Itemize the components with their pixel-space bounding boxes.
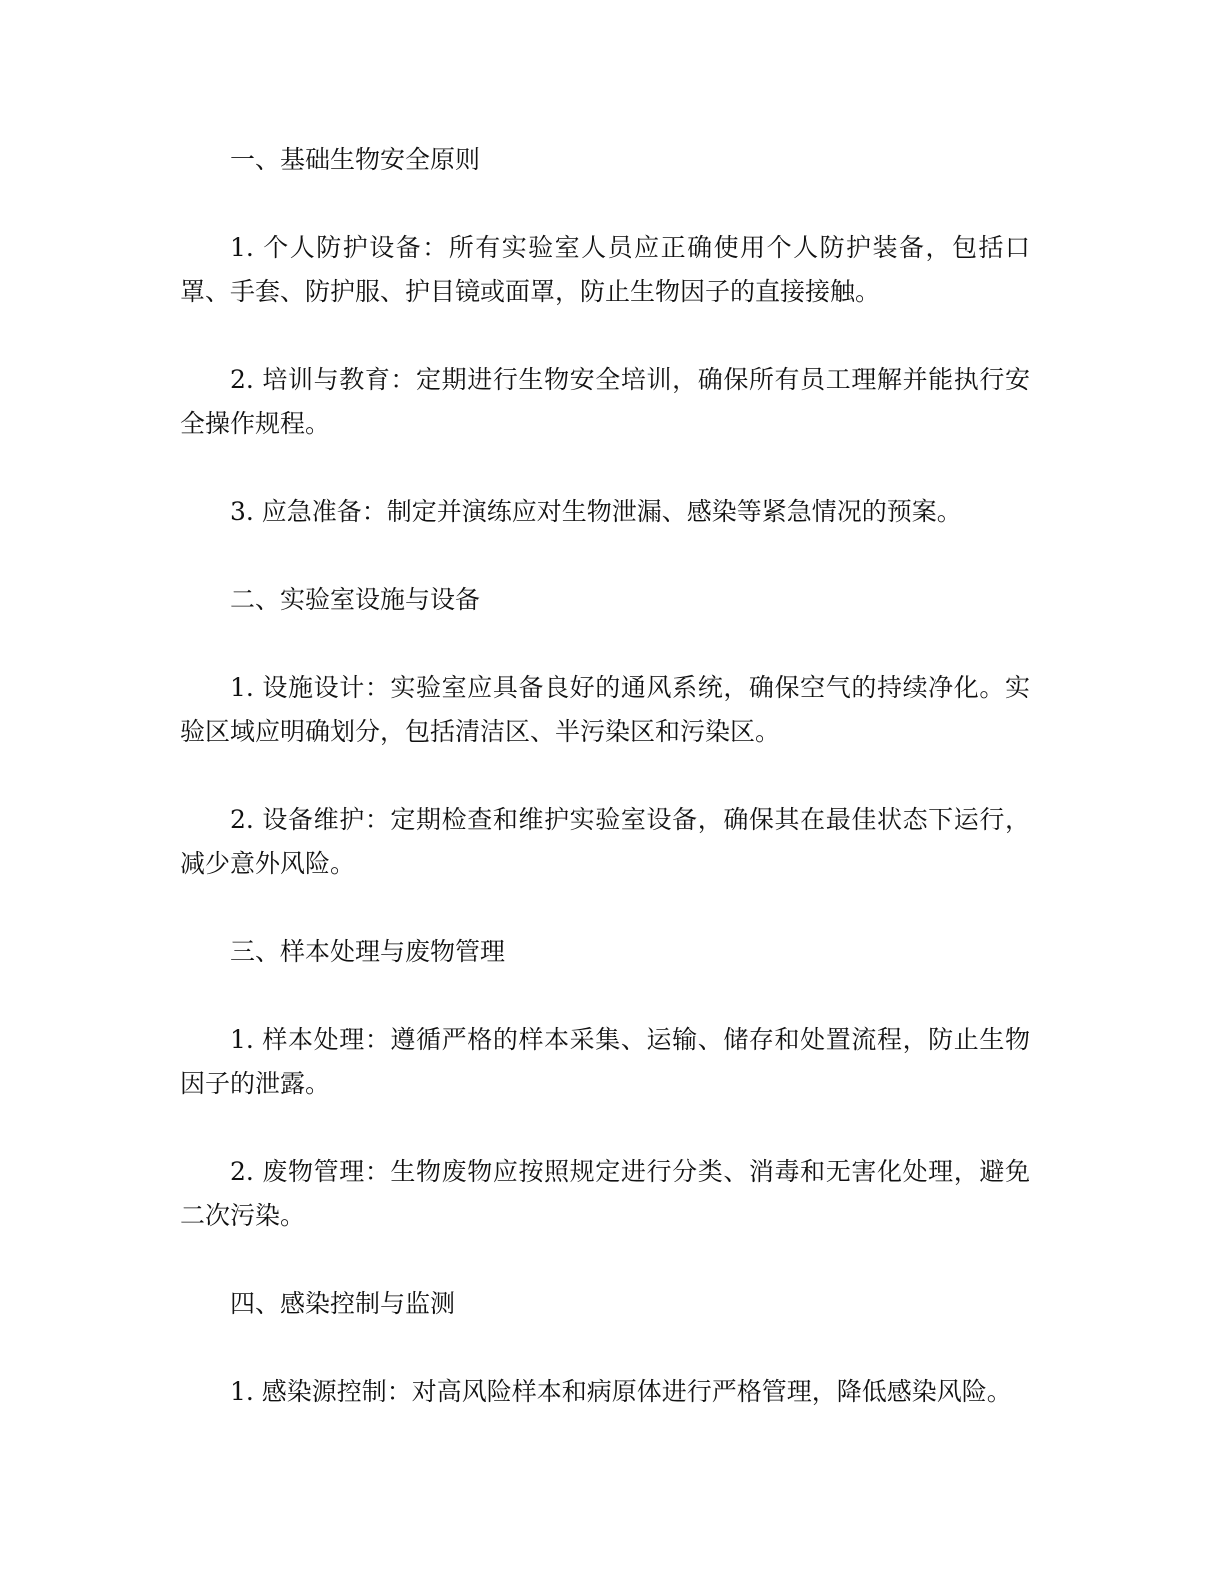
section-heading-3: 三、样本处理与废物管理 — [230, 937, 506, 966]
paragraph-gap — [180, 1238, 1030, 1282]
paragraph-gap — [180, 446, 1030, 490]
paragraph-gap — [180, 974, 1030, 1018]
paragraph-gap — [180, 1326, 1030, 1370]
paragraph-gap — [180, 534, 1030, 578]
paragraph-gap — [180, 754, 1030, 798]
paragraph-training: 2. 培训与教育：定期进行生物安全培训，确保所有员工理解并能执行安全操作规程。 — [180, 365, 1030, 438]
paragraph-gap — [180, 622, 1030, 666]
section-heading-2: 二、实验室设施与设备 — [230, 585, 481, 614]
section-heading-4: 四、感染控制与监测 — [230, 1289, 456, 1318]
paragraph-sample-handling: 1. 样本处理：遵循严格的样本采集、运输、储存和处置流程，防止生物因子的泄露。 — [180, 1025, 1030, 1098]
paragraph-gap — [180, 1106, 1030, 1150]
paragraph-personal-protection: 1. 个人防护设备：所有实验室人员应正确使用个人防护装备，包括口罩、手套、防护服、护目镜或面罩，防止生物因子的直接接触。 — [180, 233, 1030, 306]
paragraph-infection-source-control: 1. 感染源控制：对高风险样本和病原体进行严格管理，降低感染风险。 — [230, 1377, 1012, 1406]
document-page — [180, 138, 1030, 1414]
section-heading-1: 一、基础生物安全原则 — [230, 145, 481, 174]
paragraph-gap — [180, 314, 1030, 358]
paragraph-gap — [180, 182, 1030, 226]
paragraph-facility-design: 1. 设施设计：实验室应具备良好的通风系统，确保空气的持续净化。实验区域应明确划分，包括清洁区、半污染区和污染区。 — [180, 673, 1030, 746]
paragraph-waste-management: 2. 废物管理：生物废物应按照规定进行分类、消毒和无害化处理，避免二次污染。 — [180, 1157, 1030, 1230]
paragraph-equipment-maintenance: 2. 设备维护：定期检查和维护实验室设备，确保其在最佳状态下运行，减少意外风险。 — [180, 805, 1030, 878]
paragraph-emergency: 3. 应急准备：制定并演练应对生物泄漏、感染等紧急情况的预案。 — [230, 497, 962, 526]
paragraph-gap — [180, 886, 1030, 930]
